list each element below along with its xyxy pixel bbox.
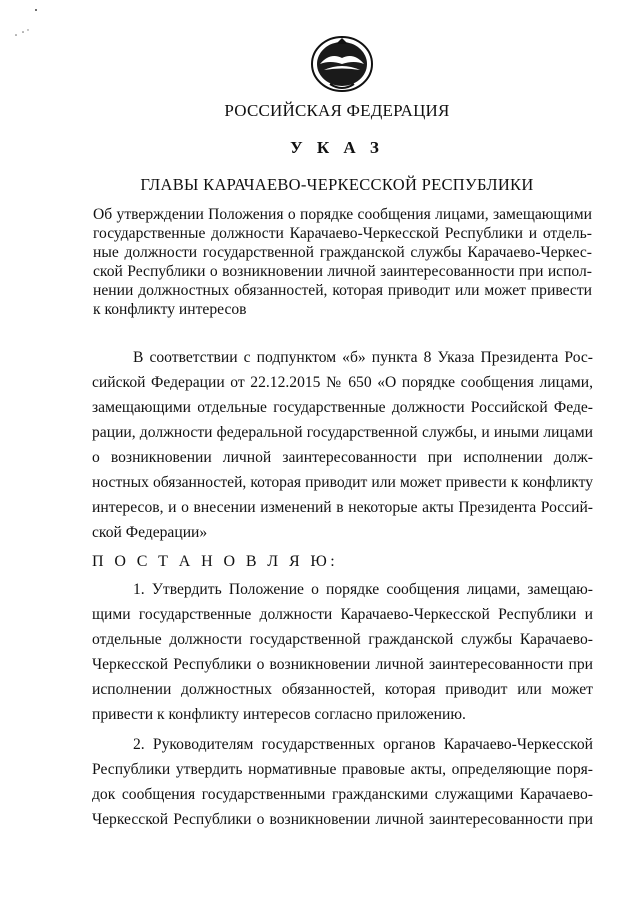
body-line: Черкесской Республики о возникновении личной заинтересованности при (92, 656, 593, 673)
body-line: интересов, и о внесении изменений в некоторые акты Президента Россий- (92, 499, 593, 516)
body-line: док сообщения государственными гражданскими служащими Карачаево- (92, 786, 593, 803)
body-line: 2. Руководителям государственных органов Карачаево-Черкесской (133, 736, 593, 753)
body-line: замещающими отдельные государственные должности Российской Феде- (92, 399, 593, 416)
resolve-heading: П О С Т А Н О В Л Я Ю: (92, 553, 339, 570)
body-line: сийской Федерации от 22.12.2015 № 650 «О порядке сообщения лицами, (92, 374, 593, 391)
title-line: ской Республики о возникновении личной заинтересованности при испол- (93, 263, 592, 280)
title-line: государственные должности Карачаево-Черкесской Республики и отдель- (93, 225, 592, 242)
body-line: рации, должности федеральной государственной службы, и иными лицами (92, 424, 593, 441)
title-line: к конфликту интересов (93, 301, 247, 318)
country-heading: РОССИЙСКАЯ ФЕДЕРАЦИЯ (224, 101, 450, 120)
body-line: щими государственные должности Карачаево-Черкесской Республики и (92, 606, 593, 623)
body-line: привести к конфликту интересов согласно приложению. (92, 706, 466, 723)
title-line: Об утверждении Положения о порядке сообщения лицами, замещающими (93, 206, 592, 223)
coat-of-arms-icon (300, 34, 384, 94)
issuer-heading: ГЛАВЫ КАРАЧАЕВО-ЧЕРКЕССКОЙ РЕСПУБЛИКИ (140, 175, 534, 194)
title-line: нении должностных обязанностей, которая приводит или может привести (93, 282, 592, 299)
body-line: ностных обязанностей, которая приводит или может привести к конфликту (92, 474, 593, 491)
body-line: Черкесской Республики о возникновении личной заинтересованности при (92, 811, 593, 828)
title-line: ные должности государственной гражданской службы Карачаево-Черкес- (93, 244, 592, 261)
body-line: В соответствии с подпунктом «б» пункта 8 Указа Президента Рос- (133, 349, 593, 366)
body-line: исполнении должностных обязанностей, которая приводит или может (92, 681, 593, 698)
body-line: Республики утвердить нормативные правовые акты, определяющие поря- (92, 761, 593, 778)
body-line: ской Федерации» (92, 524, 208, 541)
scan-specks (4, 2, 44, 42)
body-line: отдельные должности государственной гражданской службы Карачаево- (92, 631, 593, 648)
body-line: о возникновении личной заинтересованности при исполнении долж- (92, 449, 593, 466)
document-type-heading: У К А З (290, 138, 384, 157)
body-line: 1. Утвердить Положение о порядке сообщения лицами, замещаю- (133, 581, 593, 598)
